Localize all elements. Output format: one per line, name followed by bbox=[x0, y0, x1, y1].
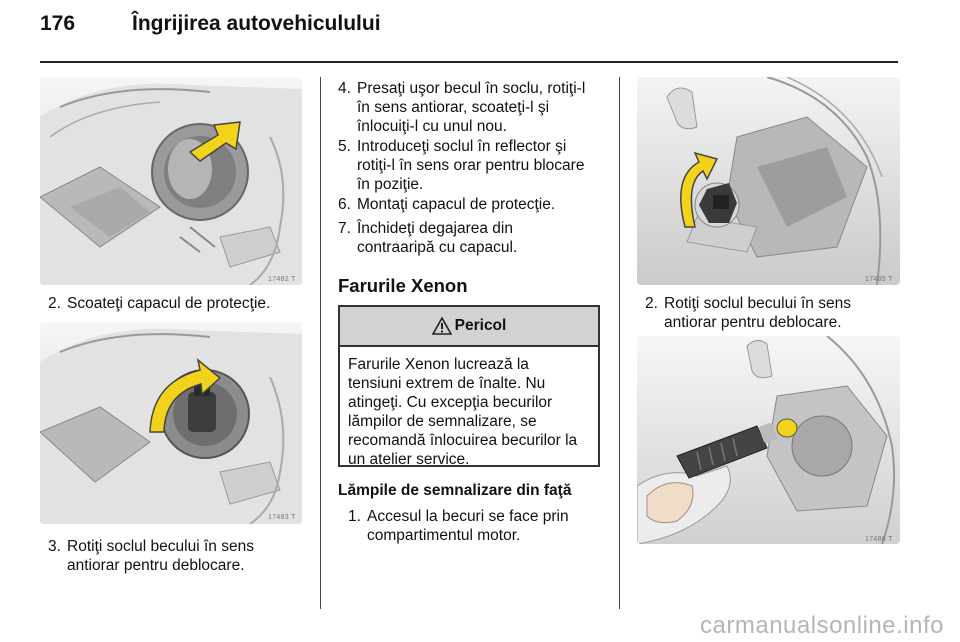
warning-text-line: atingeţi. Cu excepţia becurilor bbox=[348, 394, 553, 411]
step-item bbox=[338, 137, 618, 197]
header-rule bbox=[40, 61, 898, 63]
step-text bbox=[664, 294, 851, 332]
illustration-signal-lamp-socket bbox=[637, 77, 900, 285]
warning-text-line: tensiuni extrem de înalte. Nu bbox=[348, 375, 546, 392]
step-text-line: Accesul la becuri se face prin bbox=[367, 508, 569, 525]
step-number: 6. bbox=[338, 196, 351, 213]
figure-signal-socket bbox=[637, 77, 900, 285]
step-text-line: Introduceţi soclul în reflector şi bbox=[357, 138, 567, 155]
warning-text-line: Farurile Xenon lucrează la bbox=[348, 356, 529, 373]
column-divider-right bbox=[619, 77, 620, 609]
subsection-title: Lămpile de semnalizare din faţă bbox=[338, 482, 572, 499]
warning-text bbox=[340, 347, 598, 469]
step-text-line: antiorar pentru deblocare. bbox=[664, 314, 842, 331]
column-divider-left bbox=[320, 77, 321, 609]
step-text-line: contraaripă cu capacul. bbox=[357, 239, 518, 256]
warning-header bbox=[340, 307, 598, 347]
step-text-line: în poziţie. bbox=[357, 176, 424, 193]
step-text bbox=[67, 537, 254, 575]
step-item bbox=[338, 195, 618, 215]
step-number: 7. bbox=[338, 220, 351, 237]
warning-box bbox=[338, 305, 600, 467]
step-number: 4. bbox=[338, 80, 351, 97]
step-number: 5. bbox=[338, 138, 351, 155]
page-number: 176 bbox=[40, 12, 76, 35]
step-item bbox=[48, 294, 318, 314]
step-item bbox=[338, 79, 618, 139]
step-text bbox=[367, 507, 569, 545]
warning-text-line: recomandă înlocuirea becurilor la bbox=[348, 432, 578, 449]
illustration-signal-bulb-removal bbox=[637, 336, 900, 544]
step-number: 3. bbox=[48, 538, 61, 555]
warning-label: Pericol bbox=[454, 317, 507, 334]
step-text bbox=[357, 219, 517, 257]
step-item bbox=[645, 294, 905, 334]
step-text-line: Presaţi uşor becul în soclu, rotiţi-l bbox=[357, 80, 586, 97]
figure-remove-cover bbox=[40, 77, 302, 285]
warning-triangle-icon bbox=[432, 317, 452, 335]
step-text: Montaţi capacul de protecţie. bbox=[357, 196, 556, 213]
figure-remove-bulb bbox=[637, 336, 900, 544]
figure-code: 17485 T bbox=[865, 276, 893, 283]
warning-text-line: un atelier service. bbox=[348, 451, 470, 468]
step-item bbox=[348, 507, 618, 547]
step-text: Scoateţi capacul de protecţie. bbox=[67, 295, 271, 312]
step-text bbox=[357, 137, 584, 194]
step-number: 2. bbox=[645, 295, 658, 312]
step-text bbox=[357, 79, 585, 136]
step-item bbox=[48, 537, 318, 577]
step-text-line: rotiţi-l în sens orar pentru blocare bbox=[357, 157, 585, 174]
step-text-line: Închideţi degajarea din bbox=[357, 220, 513, 237]
section-title: Farurile Xenon bbox=[338, 275, 468, 296]
illustration-headlamp-socket bbox=[40, 322, 302, 524]
step-text-line: în sens antiorar, scoateţi-l şi bbox=[357, 99, 550, 116]
step-text-line: Rotiţi soclul becului în sens bbox=[664, 295, 851, 312]
step-item bbox=[338, 219, 618, 259]
figure-code: 17483 T bbox=[268, 514, 296, 521]
step-number: 2. bbox=[48, 295, 61, 312]
figure-code: 17482 T bbox=[268, 276, 296, 283]
illustration-headlamp-cover bbox=[40, 77, 302, 285]
step-text-line: antiorar pentru deblocare. bbox=[67, 557, 245, 574]
figure-rotate-socket bbox=[40, 322, 302, 524]
watermark: carmanualsonline.info bbox=[700, 612, 944, 639]
page-header bbox=[40, 12, 900, 46]
step-text-line: Rotiţi soclul becului în sens bbox=[67, 538, 254, 555]
page-title: Îngrijirea autovehiculului bbox=[132, 12, 381, 35]
figure-code: 17486 T bbox=[865, 536, 893, 543]
step-number: 1. bbox=[348, 508, 361, 525]
step-text-line: compartimentul motor. bbox=[367, 527, 521, 544]
warning-text-line: lămpilor de semnalizare, se bbox=[348, 413, 537, 430]
step-text-line: înlocuiţi-l cu unul nou. bbox=[357, 118, 507, 135]
